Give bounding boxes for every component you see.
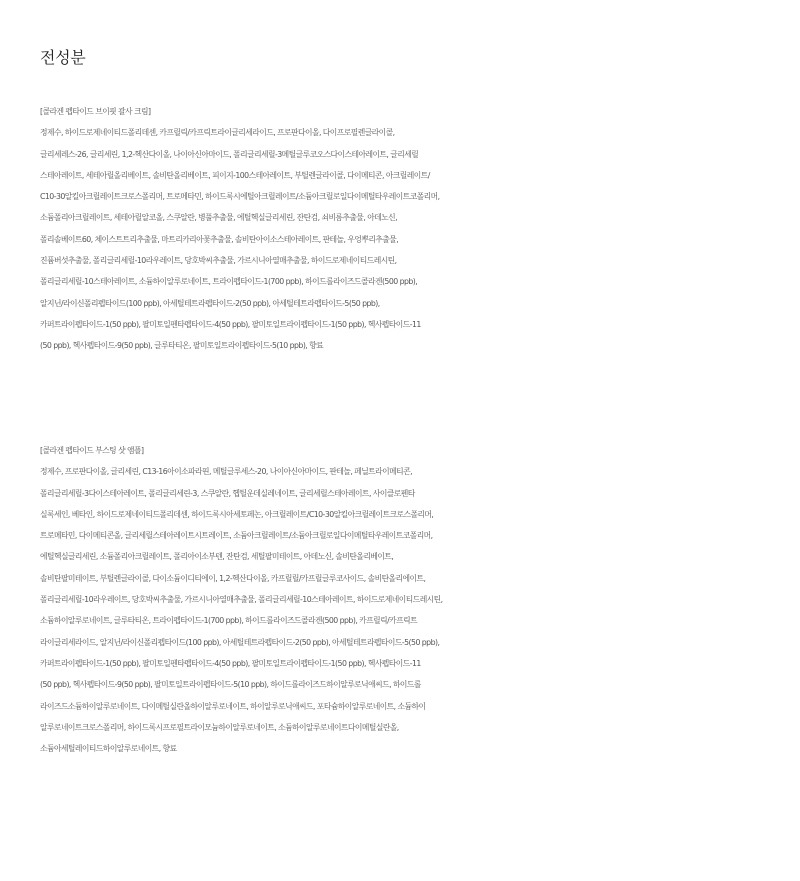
ingredient-line: 카퍼트라이펩타이드-1(50 ppb), 팔미토일펜타펩타이드-4(50 ppb), 팔미토일트라이펩타이드-1(50 ppb), 헥사펩타이드-11	[40, 658, 421, 668]
ingredient-line: 트로메타민, 다이메티콘올, 글리세릴스테아레이트시트레이트, 소듐아크릴레이트/소듐아크릴로일다이메틸타우레이트코폴리머,	[40, 531, 433, 541]
section-heading: [콜라겐 펩타이드 부스팅 샷 앰플]	[40, 446, 144, 455]
ingredient-line: 소듐아세틸레이티드하이알루로네이트, 향료	[40, 744, 177, 754]
ingredient-line: 라이글리세라이드, 알지닌/라이신폴리펩타이드(100 ppb), 아세틸테트라펩타이드-2(50 ppb), 아세틸테트라펩타이드-5(50 ppb),	[40, 637, 440, 647]
ingredient-line: 실록세인, 베타인, 하이드로제네이티드폴리데센, 하이드록시아세토페논, 아크릴레이트/C10-30알킬아크릴레이트크로스폴리머,	[40, 509, 434, 519]
ingredient-line: C10-30알킬아크릴레이트크로스폴리머, 트로메타민, 하이드록시에틸아크릴레이트/소듐아크릴로일다이메틸타우레이트코폴리머,	[40, 192, 440, 202]
ingredient-line: 라이즈드소듐하이알루로네이트, 다이메틸실란올하이알루로네이트, 하이알루로닉애씨드, 포타슘하이알루로네이트, 소듐하이	[40, 701, 426, 711]
ingredient-line: 폴리글리세릴-3다이스테아레이트, 폴리글리세린-3, 스쿠알란, 헵틸운데실레네이트, 글리세릴스테아레이트, 사이클로펜타	[40, 488, 415, 498]
ingredient-line: 폴리글리세릴-10스테아레이트, 소듐하이알루로네이트, 트라이펩타이드-1(700 ppb), 하이드롤라이즈드콜라겐(500 ppb),	[40, 277, 418, 287]
ingredient-line: (50 ppb), 헥사펩타이드-9(50 ppb), 글루타티온, 팔미토일트라이펩타이드-5(10 ppb), 향료	[40, 341, 324, 351]
ingredient-line: 정제수, 프로판다이올, 글리세린, C13-16아이소파라핀, 메틸글루세스-20, 나이아신아마이드, 판테놀, 페닐트라이메티콘,	[40, 467, 413, 477]
ingredient-line: 알루로네이트크로스폴리머, 하이드록시프로필트라이모늄하이알루로네이트, 소듐하이알루로네이트다이메틸실란올,	[40, 722, 399, 732]
ingredient-line: 알지닌/라이신폴리펩타이드(100 ppb), 아세틸테트라펩타이드-2(50 ppb), 아세틸테트라펩타이드-5(50 ppb),	[40, 298, 380, 308]
ingredient-line: 정제수, 하이드로제네이티드폴리데센, 카프릴릭/카프릭트라이글리세라이드, 프로판다이올, 다이프로필렌글라이콜,	[40, 128, 395, 138]
ingredient-line: 진퓸버섯추출물, 폴리글리세릴-10라우레이트, 당호박씨추출물, 가르시니아열매추출물, 하이드로제네이티드레시틴,	[40, 256, 397, 266]
ingredient-line: 스테아레이트, 세테아릴올리베이트, 솔비탄올리베이트, 피이지-100스테아레이트, 부틸렌글라이콜, 다이메티콘, 아크릴레이트/	[40, 170, 430, 180]
section-heading: [콜라겐 펩타이드 브이핏 괄사 크림]	[40, 107, 151, 116]
ingredient-line: 소듐폴리아크릴레이트, 세테아릴알코올, 스쿠알란, 병풀추출물, 에틸헥실글리세린, 잔탄검, 쇠비름추출물, 아데노신,	[40, 213, 398, 223]
ingredient-line: (50 ppb), 헥사펩타이드-9(50 ppb), 팔미토일트라이펩타이드-5(10 ppb), 하이드롤라이즈드하이알루로닉애씨드, 하이드롤	[40, 680, 421, 690]
ingredient-line: 솔비탄팔미테이트, 부틸렌글라이콜, 다이소듐이디티에이, 1,2-헥산다이올, 카프릴릴/카프릴글루코사이드, 솔비탄올리에이트,	[40, 573, 426, 583]
ingredient-section-cream	[40, 101, 800, 357]
page-title: 전성분	[40, 48, 86, 67]
ingredient-line: 소듐하이알루로네이트, 글루타티온, 트라이펩타이드-1(700 ppb), 하이드롤라이즈드콜라겐(500 ppb), 카프릴릭/카프릭트	[40, 616, 418, 626]
ingredient-section-ampoule	[40, 440, 800, 759]
ingredient-line: 폴리솔베이트60, 체이스트트리추출물, 마트리카리아꽃추출물, 솔비탄아이소스테아레이트, 판테놀, 우엉뿌리추출물,	[40, 234, 399, 244]
ingredient-line: 에틸헥실글리세린, 소듐폴리아크릴레이트, 폴리아이소부텐, 잔탄검, 세틸팔미테이트, 아데노신, 솔비탄올리베이트,	[40, 552, 394, 562]
ingredient-line: 폴리글리세릴-10라우레이트, 당호박씨추출물, 가르시니아열매추출물, 폴리글리세릴-10스테아레이트, 하이드로제네이티드레시틴,	[40, 595, 443, 605]
ingredient-line: 글리세레스-26, 글리세린, 1,2-헥산다이올, 나이아신아마이드, 폴리글리세릴-3메틸글루코오스다이스테아레이트, 글리세릴	[40, 149, 419, 159]
ingredient-line: 카퍼트라이펩타이드-1(50 ppb), 팔미토일펜타펩타이드-4(50 ppb), 팔미토일트라이펩타이드-1(50 ppb), 헥사펩타이드-11	[40, 319, 421, 329]
